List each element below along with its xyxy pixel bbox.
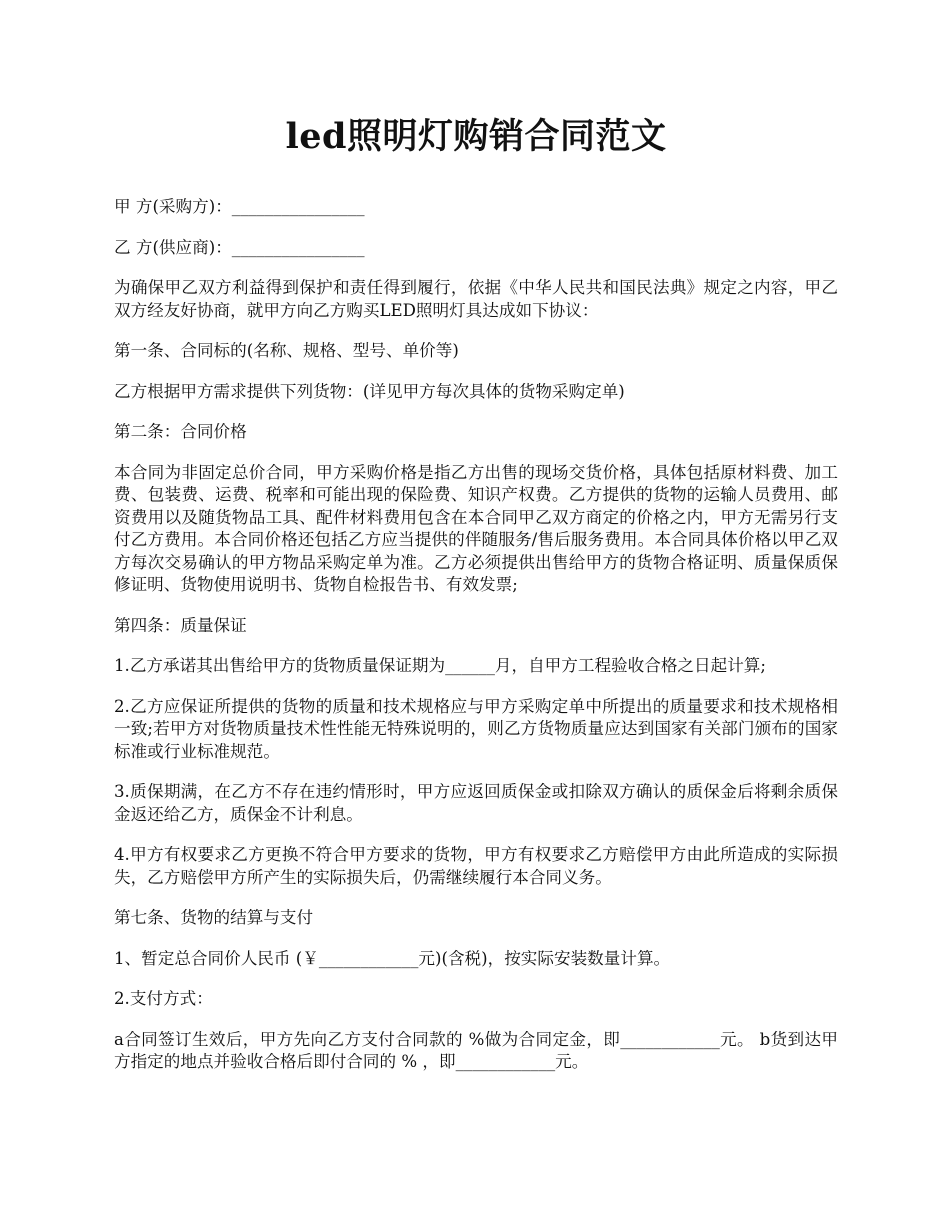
payment-clause-2-heading: 2.支付方式： <box>114 989 213 1008</box>
article-7-heading: 第七条、货物的结算与支付 <box>114 908 314 927</box>
article-1-heading: 第一条、合同标的(名称、规格、型号、单价等) <box>114 341 459 360</box>
payment-terms-paragraph: a合同签订生效后，甲方先向乙方支付合同款的 %做为合同定金，即____________元。 b货到达甲方指定的地点并验收合格后即付合同的 % ，即____________元。 <box>114 1029 838 1071</box>
article-4-heading: 第四条：质量保证 <box>114 615 247 635</box>
party-a-line: 甲 方(采购方)：________________ <box>114 197 365 216</box>
article-1-body: 乙方根据甲方需求提供下列货物：(详见甲方每次具体的货物采购定单) <box>114 381 625 401</box>
article-2-body: 本合同为非固定总价合同，甲方采购价格是指乙方出售的现场交货价格，具体包括原材料费、加工费、包装费、运费、税率和可能出现的保险费、知识产权费。乙方提供的货物的运输人员费用、邮资费用以及随货物品工具、配件材料费用包含在本合同甲乙双方商定的价格之内，甲方无需另行支付乙方费用。本合同价格还包括乙方应当提供的伴随服务/售后服务费用。本合同具体价格以甲乙双方每次交易确认的甲方物品采购定单为准。乙方必须提供出售给甲方的货物合格证明、质量保质保修证明、货物使用说明书、货物自检报告书、有效发票; <box>114 462 838 594</box>
preamble-paragraph: 为确保甲乙双方利益得到保护和责任得到履行，依据《中华人民共和国民法典》规定之内容，甲乙双方经友好协商，就甲方向乙方购买LED照明灯具达成如下协议： <box>114 278 838 320</box>
quality-clause-1: 1.乙方承诺其出售给甲方的货物质量保证期为______月，自甲方工程验收合格之日起计算; <box>114 656 766 675</box>
quality-clause-4: 4.甲方有权要求乙方更换不符合甲方要求的货物，甲方有权要求乙方赔偿甲方由此所造成的实际损失，乙方赔偿甲方所产生的实际损失后，仍需继续履行本合同义务。 <box>114 845 838 887</box>
payment-clause-1: 1、暂定总合同价人民币 (￥____________元)(含税)，按实际安装数量计算。 <box>114 948 671 968</box>
document-title: led照明灯购销合同范文 <box>285 116 667 157</box>
quality-clause-2: 2.乙方应保证所提供的货物的质量和技术规格应与甲方采购定单中所提出的质量要求和技术规格相一致;若甲方对货物质量技术性性能无特殊说明的，则乙方货物质量应达到国家有关部门颁布的国家标准或行业标准规范。 <box>114 696 838 761</box>
party-b-line: 乙 方(供应商)：________________ <box>114 237 365 257</box>
quality-clause-3: 3.质保期满，在乙方不存在违约情形时，甲方应返回质保金或扣除双方确认的质保金后将剩余质保金返还给乙方，质保金不计利息。 <box>114 782 838 824</box>
article-2-heading: 第二条：合同价格 <box>114 422 247 441</box>
